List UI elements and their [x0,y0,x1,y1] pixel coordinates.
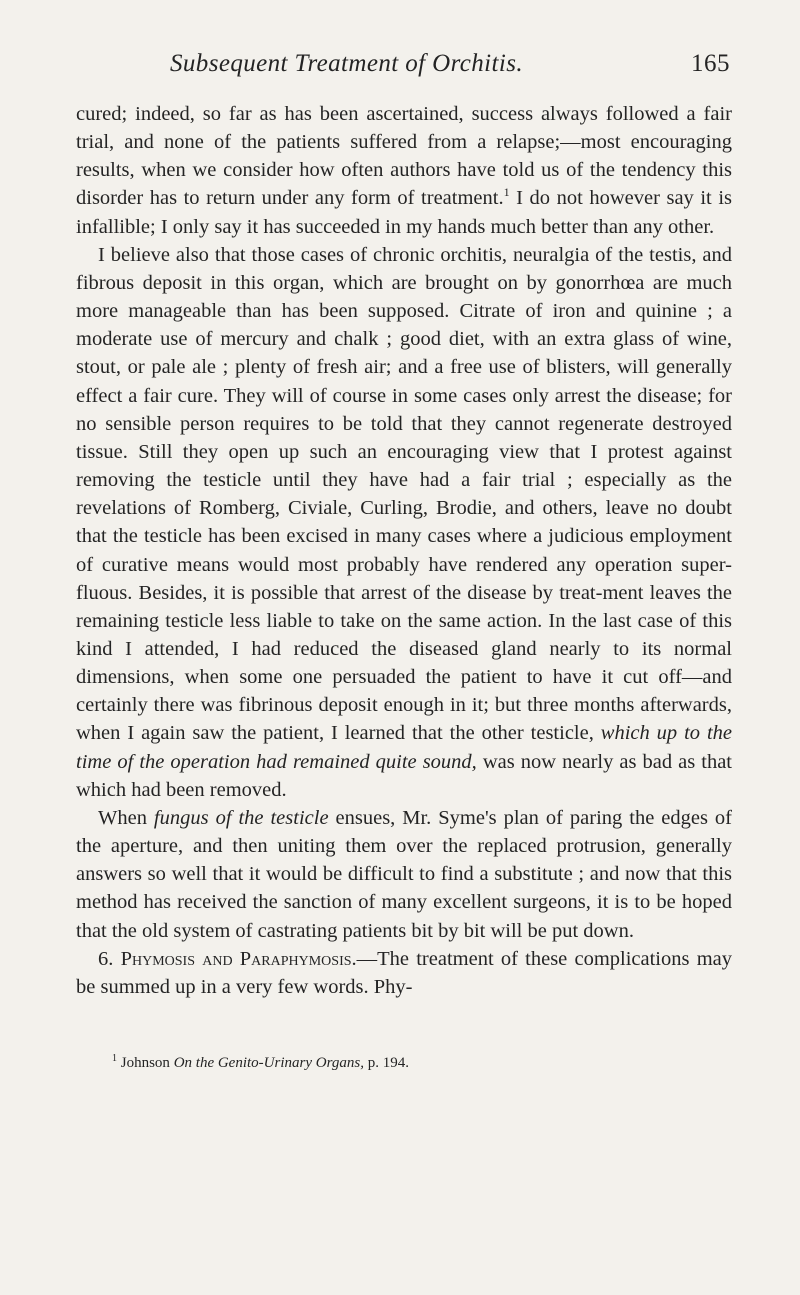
body-text [76,100,732,1001]
paragraph-3-italic-term: fungus of the testicle [153,806,329,829]
paragraph-1 [76,100,732,241]
paragraph-2-ending: was now nearly as bad as that which had been removed. [76,750,732,801]
paragraph-1-text: cured; indeed, so far as has been ascertained, success always followed a fair trial, and none of the patients suffered from a relapse;—most encouraging results, when we consider how often authors have told us of the tendency this disorder has to return under any form of treatment. [76,103,732,210]
paragraph-4 [76,945,732,1001]
paragraph-2-text: I believe also that those cases of chronic orchitis, neuralgia of the testis, and fibrous deposit in this organ, which are brought on by gonorrhœa are much more manageable than has been supposed. Citrate of iron and quinine ; a moderate use of mercury and chalk ; good diet, with an extra glass of wine, stout, or pale ale ; plenty of fresh air; and a free use of blisters, will generally effect a fair cure. They will of course in some cases only arrest the disease; for no sensible person requires to be told that they cannot regenerate destroyed tissue. Still they open up such an encouraging view that I protest against removing the testicle until they have had a fair trial ; especially as the revelations of Romberg, Civiale, Curling, Brodie, and others, leave no doubt that the testicle has been excised in many cases where a judicious employment of curative means would most probably have rendered any operation super-fluous. Besides, it is possible that arrest of the disease by treat-ment leaves the remaining testicle less liable to take on the same action. In the last case of this kind I attended, I had reduced the diseased gland nearly to its normal dimensions, when some one persuaded the patient to have it cut off—and certainly there was fibrinous deposit enough in it; but three months afterwards, when I again saw the patient, I learned that the other testicle, [76,243,732,745]
paragraph-2-italic-phrase: which up to the time of the operation had remained quite sound, [76,722,732,773]
running-head [170,50,730,90]
paragraph-4-text: —The treatment of these complications may be summed up in a very few words. Phy- [76,947,732,998]
paragraph-3-opening: When [98,806,154,829]
footnote-mark: 1 [112,1053,117,1064]
running-title: Subsequent Treatment of Orchitis. [170,50,523,77]
section-heading: Phymosis and Paraphymosis. [120,947,357,970]
paragraph-2 [76,241,732,804]
section-number: 6. [98,947,121,970]
page-number: 165 [691,50,730,77]
footnote-reference: 1 [503,185,510,200]
footnote-title: On the Genito-Urinary Organs, [173,1055,364,1071]
footnote-page: p. 194. [363,1055,409,1071]
footnote-author: Johnson [117,1055,174,1071]
paragraph-3-text: ensues, Mr. Syme's plan of paring the edges of the aperture, and then uniting them over the replaced protrusion, generally answers so well that it would be difficult to find a substitute ; and now that this method has received the sanction of many excellent surgeons, it is to be hoped that the old system of castrating patients bit by bit will be put down. [76,806,732,942]
footnote [112,1055,732,1072]
paragraph-3 [76,804,732,945]
paragraph-1-text-continued: I do not however say it is infallible; I only say it has succeeded in my hands much better than any other. [76,187,732,238]
